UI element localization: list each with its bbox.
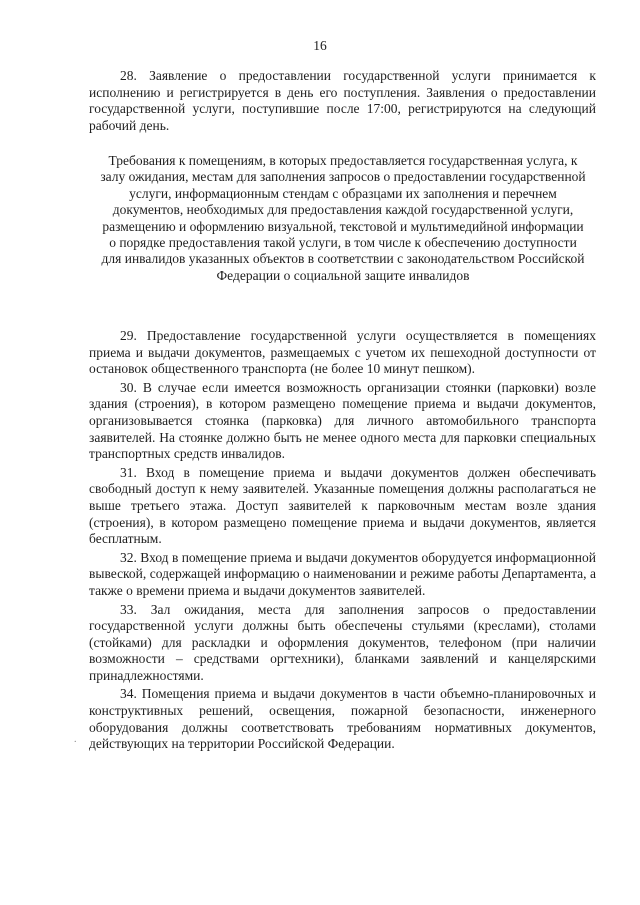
paragraph-28 <box>89 68 596 134</box>
section-heading <box>100 153 586 284</box>
paragraph-34: 34. Помещения приема и выдачи документов в части объемно-планировочных и конструктивных решений, освещения, пожарной безопасности, инженерного оборудования должны соответствовать требованиям нормативных документов, действующих на территории Российской Федерации. <box>89 686 596 752</box>
paragraph-32: 32. Вход в помещение приема и выдачи документов оборудуется информационной вывеской, содержащей информацию о наименовании и режиме работы Департамента, а также о времени приема и выдачи документов заявителей. <box>89 549 596 598</box>
margin-dot-mark: . <box>74 734 77 745</box>
paragraph-30: 30. В случае если имеется возможность организации стоянки (парковки) возле здания (строения), в котором размещено помещение приема и выдачи документов, организовывается стоянка (парковка) для личного автомобильного транспорта заявителей. На стоянке должно быть не менее одного места для парковки специальных транспортных средств инвалидов. <box>89 379 596 462</box>
paragraph-29: 29. Предоставление государственной услуги осуществляется в помещениях приема и выдачи документов, размещаемых с учетом их пешеходной доступности от остановок общественного транспорта (не более 10 минут пешком). <box>89 328 596 377</box>
page-number: 16 <box>313 38 327 53</box>
section-heading-text: Требования к помещениям, в которых предоставляется государственная услуга, к залу ожидания, местам для заполнения запросов о предоставлении государственной услуги, информационным стендам с образцами их заполнения и перечнем документов, необходимых для предоставления каждой государственной услуги, размещению и оформлению визуальной, текстовой и мультимедийной информации о порядке предоставления такой услуги, в том числе к обеспечению доступности для инвалидов указанных объектов в соответствии с законодательством Российской Федерации о социальной защите инвалидов <box>100 153 586 283</box>
paragraph-31: 31. Вход в помещение приема и выдачи документов должен обеспечивать свободный доступ к нему заявителей. Указанные помещения должны располагаться не выше третьего этажа. Доступ заявителей к парковочным местам возле здания (строения), в котором размещено помещение приема и выдачи документов, является бесплатным. <box>89 464 596 547</box>
paragraph-33: 33. Зал ожидания, места для заполнения запросов о предоставлении государственной услуги должны быть обеспечены стульями (креслами), столами (стойками) для раскладки и оформления документов, телефоном (при наличии возможности – средствами оргтехники), бланками заявлений и канцелярскими принадлежностями. <box>89 601 596 683</box>
paragraphs-block <box>89 328 596 753</box>
paragraph-28-text: 28. Заявление о предоставлении государственной услуги принимается к исполнению и регистрируется в день его поступления. Заявления о предоставлении государственной услуги, поступившие после 17:00, регистрируются на следующий рабочий день. <box>89 68 596 133</box>
